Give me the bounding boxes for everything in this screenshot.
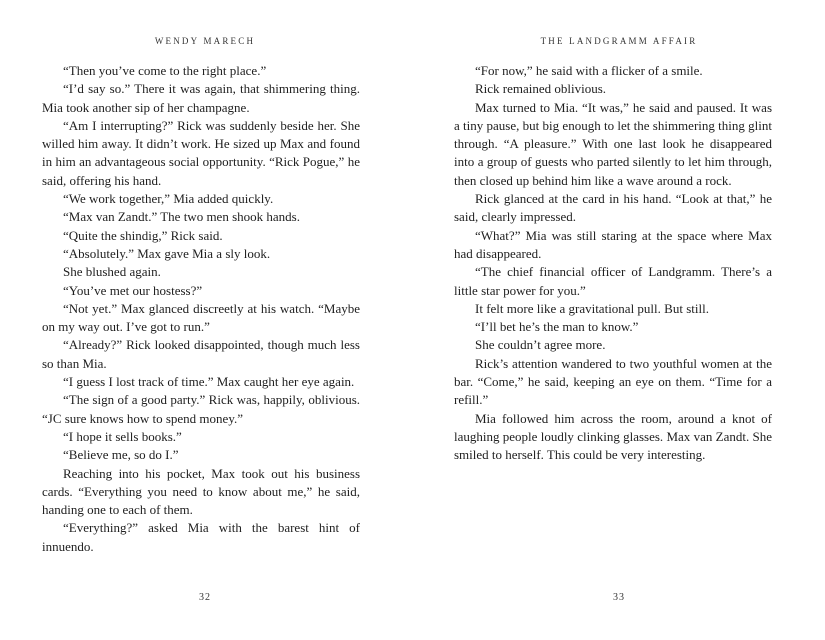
page-number: 33 xyxy=(613,592,625,603)
paragraph: Rick remained oblivious. xyxy=(475,81,607,97)
paragraph: She blushed again. xyxy=(63,264,161,280)
right-page xyxy=(446,0,792,640)
paragraph: She couldn’t agree more. xyxy=(475,337,606,353)
paragraph: “You’ve met our hostess?” xyxy=(63,282,203,298)
paragraph: Rick glanced at the card in his hand. “Look at that,” he said, clearly impressed. xyxy=(454,191,772,225)
paragraph: “I hope it sells books.” xyxy=(63,428,182,444)
paragraph: “I’d say so.” There it was again, that shimmering thing. Mia took another sip of her champagne. xyxy=(42,81,360,115)
left-page-body xyxy=(42,62,360,556)
right-page-body xyxy=(454,62,772,465)
paragraph: “We work together,” Mia added quickly. xyxy=(63,191,274,207)
paragraph: “For now,” he said with a flicker of a smile. xyxy=(475,63,703,78)
paragraph: “I guess I lost track of time.” Max caught her eye again. xyxy=(63,374,355,390)
paragraph: “Everything?” asked Mia with the barest hint of innuendo. xyxy=(42,520,360,554)
paragraph: “Then you’ve come to the right place.” xyxy=(63,63,267,78)
paragraph: “Absolutely.” Max gave Mia a sly look. xyxy=(63,245,271,261)
running-head-author: WENDY MARECH xyxy=(154,36,256,46)
paragraph: Reaching into his pocket, Max took out his business cards. “Everything you need to know about me,” he said, handing one to each of them. xyxy=(42,465,360,518)
paragraph: “Quite the shindig,” Rick said. xyxy=(63,227,223,243)
paragraph: Max turned to Mia. “It was,” he said and paused. It was a tiny pause, but big enough to let the shimmering thing glint through. “A pleasure.” With one last look he disappeared into a group of guests who parted silently to let him through, then closed up behind him like a wave around a rock. xyxy=(454,99,772,188)
paragraph: “The chief financial officer of Landgramm. There’s a little star power for you.” xyxy=(454,264,772,298)
paragraph: “What?” Mia was still staring at the space where Max had disappeared. xyxy=(454,227,772,261)
paragraph: Rick’s attention wandered to two youthful women at the bar. “Come,” he said, keeping an eye on them. “Time for a refill.” xyxy=(454,355,772,408)
page-number: 32 xyxy=(199,592,211,603)
paragraph: “Already?” Rick looked disappointed, though much less so than Mia. xyxy=(42,337,360,371)
paragraph: “Not yet.” Max glanced discreetly at his watch. “Maybe on my way out. I’ve got to run.” xyxy=(42,300,360,335)
paragraph: “Am I interrupting?” Rick was suddenly beside her. She willed him away. It didn’t work. He sized up Max and found in him an advantageous social opportunity. “Rick Pogue,” he said, offering his hand. xyxy=(42,117,360,188)
left-page xyxy=(32,0,378,640)
paragraph: “I’ll bet he’s the man to know.” xyxy=(475,319,639,335)
paragraph: It felt more like a gravitational pull. But still. xyxy=(475,300,709,316)
paragraph: Mia followed him across the room, around a knot of laughing people loudly clinking glasses. Max van Zandt. She smiled to herself. This could be very interesting. xyxy=(454,410,772,463)
paragraph: “The sign of a good party.” Rick was, happily, oblivious. “JC sure knows how to spend money.” xyxy=(42,392,360,426)
paragraph: “Believe me, so do I.” xyxy=(63,447,179,463)
running-head-title: THE LANDGRAMM AFFAIR xyxy=(540,36,698,46)
paragraph: “Max van Zandt.” The two men shook hands. xyxy=(63,209,300,225)
